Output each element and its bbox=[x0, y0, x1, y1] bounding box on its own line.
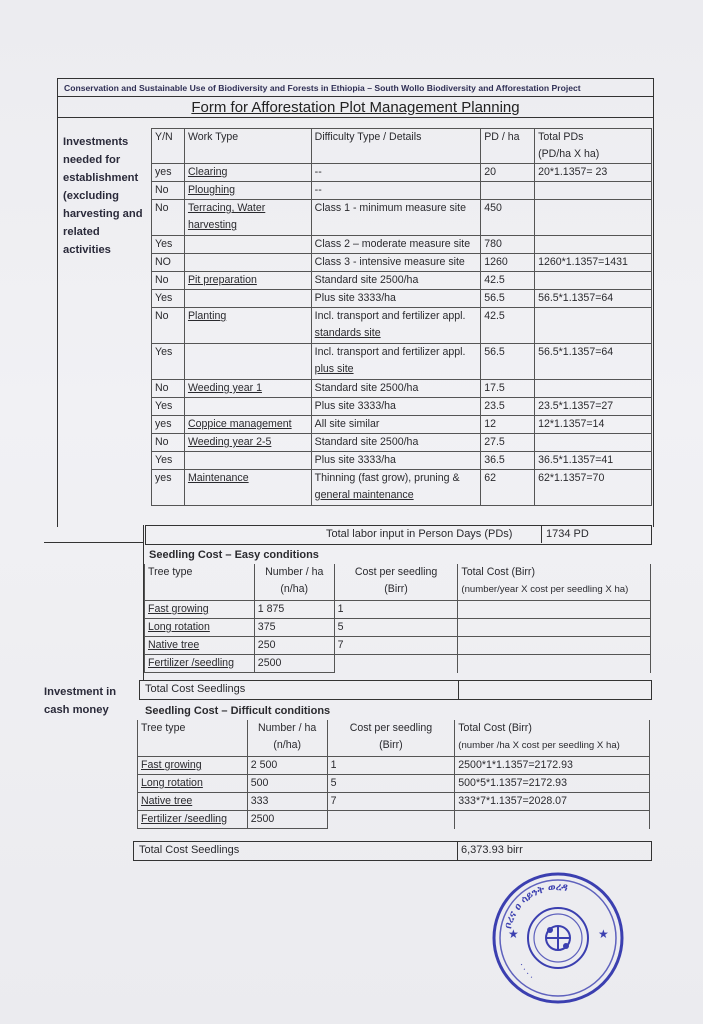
easy-num: 250 bbox=[254, 637, 334, 655]
label-line: harvesting and bbox=[63, 208, 143, 220]
easy-cost bbox=[334, 655, 458, 673]
difficult-total-label: Total Cost Seedlings bbox=[139, 844, 240, 856]
easy-total bbox=[458, 655, 651, 673]
difficult-cost: 1 bbox=[327, 757, 455, 775]
row-pd: 20 bbox=[481, 164, 535, 182]
diff-col-cost-line: Cost per seedling bbox=[349, 722, 433, 734]
diff-col-num-line: Number / ha bbox=[258, 722, 317, 734]
easy-total bbox=[458, 637, 651, 655]
work-table-header bbox=[152, 129, 652, 164]
row-work bbox=[184, 434, 311, 452]
difficult-cost: 5 bbox=[327, 775, 455, 793]
svg-text:★: ★ bbox=[598, 927, 609, 941]
row-diff-line: Plus site 3333/ha bbox=[314, 400, 396, 412]
row-diff-line: Standard site 2500/ha bbox=[314, 274, 419, 286]
row-yn: No bbox=[152, 200, 185, 236]
diff-col-total-line: (number /ha X cost per seedling X ha) bbox=[458, 740, 620, 751]
row-work bbox=[184, 344, 311, 380]
work-row bbox=[152, 416, 652, 434]
difficult-total: 2500*1*1.1357=2172.93 bbox=[455, 757, 650, 775]
easy-col-total-line: (number/year X cost per seedling X ha) bbox=[461, 584, 629, 595]
row-yn: Yes bbox=[152, 236, 185, 254]
diff-col-cost-line: (Birr) bbox=[379, 739, 403, 751]
label-line: cash money bbox=[44, 704, 109, 716]
row-total bbox=[535, 236, 652, 254]
row-diff bbox=[311, 254, 481, 272]
row-diff-line: general maintenance bbox=[314, 489, 414, 501]
row-total bbox=[535, 380, 652, 398]
easy-tree: Fast growing bbox=[145, 601, 255, 619]
difficult-num: 500 bbox=[247, 775, 327, 793]
easy-col-cost-line: Cost per seedling bbox=[354, 566, 438, 578]
work-table bbox=[151, 128, 652, 506]
row-total: 20*1.1357= 23 bbox=[535, 164, 652, 182]
row-diff-line: Incl. transport and fertilizer appl. bbox=[314, 346, 466, 358]
col-total bbox=[535, 129, 652, 164]
label-line: establishment bbox=[63, 172, 139, 184]
difficult-tree: Fast growing bbox=[138, 757, 248, 775]
row-pd: 23.5 bbox=[481, 398, 535, 416]
work-row bbox=[152, 434, 652, 452]
row-pd: 42.5 bbox=[481, 272, 535, 290]
row-pd: 42.5 bbox=[481, 308, 535, 344]
easy-col-num-line: Number / ha bbox=[265, 566, 324, 578]
row-diff bbox=[311, 308, 481, 344]
row-diff bbox=[311, 380, 481, 398]
difficult-tree: Fertilizer /seedling bbox=[138, 811, 248, 829]
work-row bbox=[152, 272, 652, 290]
work-row bbox=[152, 182, 652, 200]
row-work-line: Planting bbox=[187, 310, 227, 322]
difficult-total: 500*5*1.1357=2172.93 bbox=[455, 775, 650, 793]
investment-cash-label bbox=[44, 683, 116, 719]
row-work bbox=[184, 290, 311, 308]
label-line: (excluding bbox=[63, 190, 119, 202]
difficult-row bbox=[138, 757, 650, 775]
row-work bbox=[184, 380, 311, 398]
total-labor-label: Total labor input in Person Days (PDs) bbox=[326, 528, 513, 540]
difficult-num: 2 500 bbox=[247, 757, 327, 775]
row-work bbox=[184, 416, 311, 434]
work-row bbox=[152, 398, 652, 416]
row-work bbox=[184, 452, 311, 470]
label-line: activities bbox=[63, 244, 111, 256]
work-row bbox=[152, 200, 652, 236]
row-diff-line: Class 3 - intensive measure site bbox=[314, 256, 465, 268]
row-pd: 36.5 bbox=[481, 452, 535, 470]
work-row bbox=[152, 380, 652, 398]
label-line: Investments bbox=[63, 136, 129, 148]
row-diff bbox=[311, 182, 481, 200]
row-diff bbox=[311, 452, 481, 470]
row-yn: No bbox=[152, 308, 185, 344]
row-yn: Yes bbox=[152, 344, 185, 380]
easy-heading: Seedling Cost – Easy conditions bbox=[149, 549, 319, 561]
row-pd: 450 bbox=[481, 200, 535, 236]
col-total-line: Total PDs bbox=[538, 131, 584, 143]
col-work: Work Type bbox=[184, 129, 311, 164]
row-diff-line: Standard site 2500/ha bbox=[314, 382, 419, 394]
svg-text:★: ★ bbox=[508, 927, 519, 941]
easy-col-num-line: (n/ha) bbox=[280, 583, 309, 595]
row-pd: 56.5 bbox=[481, 290, 535, 308]
row-pd: 17.5 bbox=[481, 380, 535, 398]
diff-col-total bbox=[455, 720, 650, 757]
easy-col-cost bbox=[334, 564, 458, 601]
easy-total bbox=[458, 601, 651, 619]
row-pd: 1260 bbox=[481, 254, 535, 272]
easy-col-cost-line: (Birr) bbox=[384, 583, 408, 595]
difficult-total-row bbox=[133, 841, 652, 861]
row-total bbox=[535, 272, 652, 290]
difficult-row bbox=[138, 793, 650, 811]
row-work-line: Weeding year 2-5 bbox=[187, 436, 272, 448]
work-row bbox=[152, 164, 652, 182]
row-pd bbox=[481, 182, 535, 200]
row-diff-line: Incl. transport and fertilizer appl. bbox=[314, 310, 466, 322]
svg-text:ቦረና ዐ ሳይንት ወረዳ: ቦረና ዐ ሳይንት ወረዳ bbox=[503, 881, 569, 930]
row-work-line: Maintenance bbox=[187, 472, 249, 484]
label-line: needed for bbox=[63, 154, 121, 166]
row-work bbox=[184, 182, 311, 200]
difficult-cost bbox=[327, 811, 455, 829]
easy-row bbox=[145, 601, 651, 619]
row-yn: Yes bbox=[152, 398, 185, 416]
row-work bbox=[184, 470, 311, 506]
work-row bbox=[152, 254, 652, 272]
easy-tree: Fertilizer /seedling bbox=[145, 655, 255, 673]
row-yn: yes bbox=[152, 164, 185, 182]
difficult-tree: Long rotation bbox=[138, 775, 248, 793]
row-diff bbox=[311, 344, 481, 380]
row-yn: yes bbox=[152, 470, 185, 506]
row-diff-line: -- bbox=[314, 166, 322, 178]
diff-col-tree: Tree type bbox=[138, 720, 248, 757]
row-yn: No bbox=[152, 272, 185, 290]
difficult-num: 2500 bbox=[247, 811, 327, 829]
row-work bbox=[184, 398, 311, 416]
easy-table bbox=[144, 564, 651, 673]
row-pd: 62 bbox=[481, 470, 535, 506]
row-diff bbox=[311, 272, 481, 290]
form-title: Form for Afforestation Plot Management Planning bbox=[58, 97, 653, 118]
row-yn: NO bbox=[152, 254, 185, 272]
row-work bbox=[184, 254, 311, 272]
easy-cost: 1 bbox=[334, 601, 458, 619]
col-total-line: (PD/ha X ha) bbox=[538, 148, 600, 160]
row-pd: 27.5 bbox=[481, 434, 535, 452]
row-diff-line: -- bbox=[314, 184, 322, 196]
row-total bbox=[535, 308, 652, 344]
difficult-row bbox=[138, 775, 650, 793]
row-yn: yes bbox=[152, 416, 185, 434]
row-diff bbox=[311, 200, 481, 236]
row-work bbox=[184, 272, 311, 290]
row-diff-line: Class 1 - minimum measure site bbox=[314, 202, 466, 214]
difficult-tree: Native tree bbox=[138, 793, 248, 811]
row-work-line: Pit preparation bbox=[187, 274, 257, 286]
difficult-header bbox=[138, 720, 650, 757]
diff-col-num-line: (n/ha) bbox=[273, 739, 302, 751]
easy-tree: Native tree bbox=[145, 637, 255, 655]
row-total bbox=[535, 200, 652, 236]
row-work bbox=[184, 236, 311, 254]
easy-total-row bbox=[139, 680, 652, 700]
label-line: Investment in bbox=[44, 686, 117, 698]
row-total: 62*1.1357=70 bbox=[535, 470, 652, 506]
row-diff bbox=[311, 164, 481, 182]
work-row bbox=[152, 236, 652, 254]
difficult-num: 333 bbox=[247, 793, 327, 811]
project-header: Conservation and Sustainable Use of Biodiversity and Forests in Ethiopia – South Wollo Biodiversity and Afforestation Project bbox=[58, 79, 653, 97]
row-total: 56.5*1.1357=64 bbox=[535, 344, 652, 380]
diff-col-num bbox=[247, 720, 327, 757]
row-work-line: Clearing bbox=[187, 166, 228, 178]
row-diff-line: Plus site 3333/ha bbox=[314, 292, 396, 304]
easy-col-total bbox=[458, 564, 651, 601]
easy-tree: Long rotation bbox=[145, 619, 255, 637]
row-yn: Yes bbox=[152, 452, 185, 470]
row-total: 23.5*1.1357=27 bbox=[535, 398, 652, 416]
row-total bbox=[535, 182, 652, 200]
work-row bbox=[152, 290, 652, 308]
diff-col-total-line: Total Cost (Birr) bbox=[458, 722, 532, 734]
row-diff-line: Thinning (fast grow), pruning & bbox=[314, 472, 460, 484]
row-diff-line: plus site bbox=[314, 363, 354, 375]
easy-col-tree: Tree type bbox=[145, 564, 255, 601]
row-work-line: Weeding year 1 bbox=[187, 382, 262, 394]
total-labor-row bbox=[145, 525, 652, 545]
col-diff: Difficulty Type / Details bbox=[311, 129, 481, 164]
official-stamp-icon bbox=[488, 868, 628, 1008]
easy-col-total-line: Total Cost (Birr) bbox=[461, 566, 535, 578]
work-row bbox=[152, 344, 652, 380]
row-pd: 56.5 bbox=[481, 344, 535, 380]
row-work bbox=[184, 308, 311, 344]
row-total: 1260*1.1357=1431 bbox=[535, 254, 652, 272]
difficult-table bbox=[137, 720, 650, 829]
label-line: related bbox=[63, 226, 100, 238]
row-diff bbox=[311, 398, 481, 416]
easy-col-num bbox=[254, 564, 334, 601]
work-row bbox=[152, 452, 652, 470]
row-work-line: harvesting bbox=[187, 219, 237, 231]
row-diff bbox=[311, 416, 481, 434]
easy-num: 1 875 bbox=[254, 601, 334, 619]
difficult-heading: Seedling Cost – Difficult conditions bbox=[145, 705, 331, 717]
row-diff-line: Standard site 2500/ha bbox=[314, 436, 419, 448]
easy-num: 2500 bbox=[254, 655, 334, 673]
row-yn: No bbox=[152, 182, 185, 200]
easy-num: 375 bbox=[254, 619, 334, 637]
easy-cost: 5 bbox=[334, 619, 458, 637]
row-work bbox=[184, 200, 311, 236]
row-diff-line: Class 2 – moderate measure site bbox=[314, 238, 471, 250]
easy-row bbox=[145, 619, 651, 637]
divider bbox=[44, 542, 144, 543]
row-total: 36.5*1.1357=41 bbox=[535, 452, 652, 470]
easy-row bbox=[145, 637, 651, 655]
col-yn: Y/N bbox=[152, 129, 185, 164]
row-diff bbox=[311, 290, 481, 308]
work-row bbox=[152, 470, 652, 506]
row-total: 12*1.1357=14 bbox=[535, 416, 652, 434]
row-yn: No bbox=[152, 434, 185, 452]
col-pd: PD / ha bbox=[481, 129, 535, 164]
divider bbox=[458, 681, 459, 699]
row-diff bbox=[311, 236, 481, 254]
difficult-total: 333*7*1.1357=2028.07 bbox=[455, 793, 650, 811]
row-work-line: Ploughing bbox=[187, 184, 236, 196]
row-work-line: Terracing, Water bbox=[187, 202, 266, 214]
difficult-total-value: 6,373.93 birr bbox=[457, 842, 523, 860]
easy-header bbox=[145, 564, 651, 601]
easy-row bbox=[145, 655, 651, 673]
svg-text:· · · ·: · · · · bbox=[515, 961, 536, 983]
easy-cost: 7 bbox=[334, 637, 458, 655]
work-row bbox=[152, 308, 652, 344]
easy-total bbox=[458, 619, 651, 637]
row-pd: 780 bbox=[481, 236, 535, 254]
row-diff-line: All site similar bbox=[314, 418, 380, 430]
row-yn: No bbox=[152, 380, 185, 398]
row-work-line: Coppice management bbox=[187, 418, 292, 430]
row-total: 56.5*1.1357=64 bbox=[535, 290, 652, 308]
difficult-row bbox=[138, 811, 650, 829]
row-diff-line: Plus site 3333/ha bbox=[314, 454, 396, 466]
total-labor-value: 1734 PD bbox=[541, 526, 589, 543]
row-pd: 12 bbox=[481, 416, 535, 434]
row-work bbox=[184, 164, 311, 182]
row-total bbox=[535, 434, 652, 452]
difficult-cost: 7 bbox=[327, 793, 455, 811]
row-yn: Yes bbox=[152, 290, 185, 308]
investments-label bbox=[63, 133, 143, 259]
difficult-total bbox=[455, 811, 650, 829]
row-diff bbox=[311, 470, 481, 506]
easy-total-label: Total Cost Seedlings bbox=[145, 683, 246, 695]
row-diff-line: standards site bbox=[314, 327, 381, 339]
row-diff bbox=[311, 434, 481, 452]
diff-col-cost bbox=[327, 720, 455, 757]
